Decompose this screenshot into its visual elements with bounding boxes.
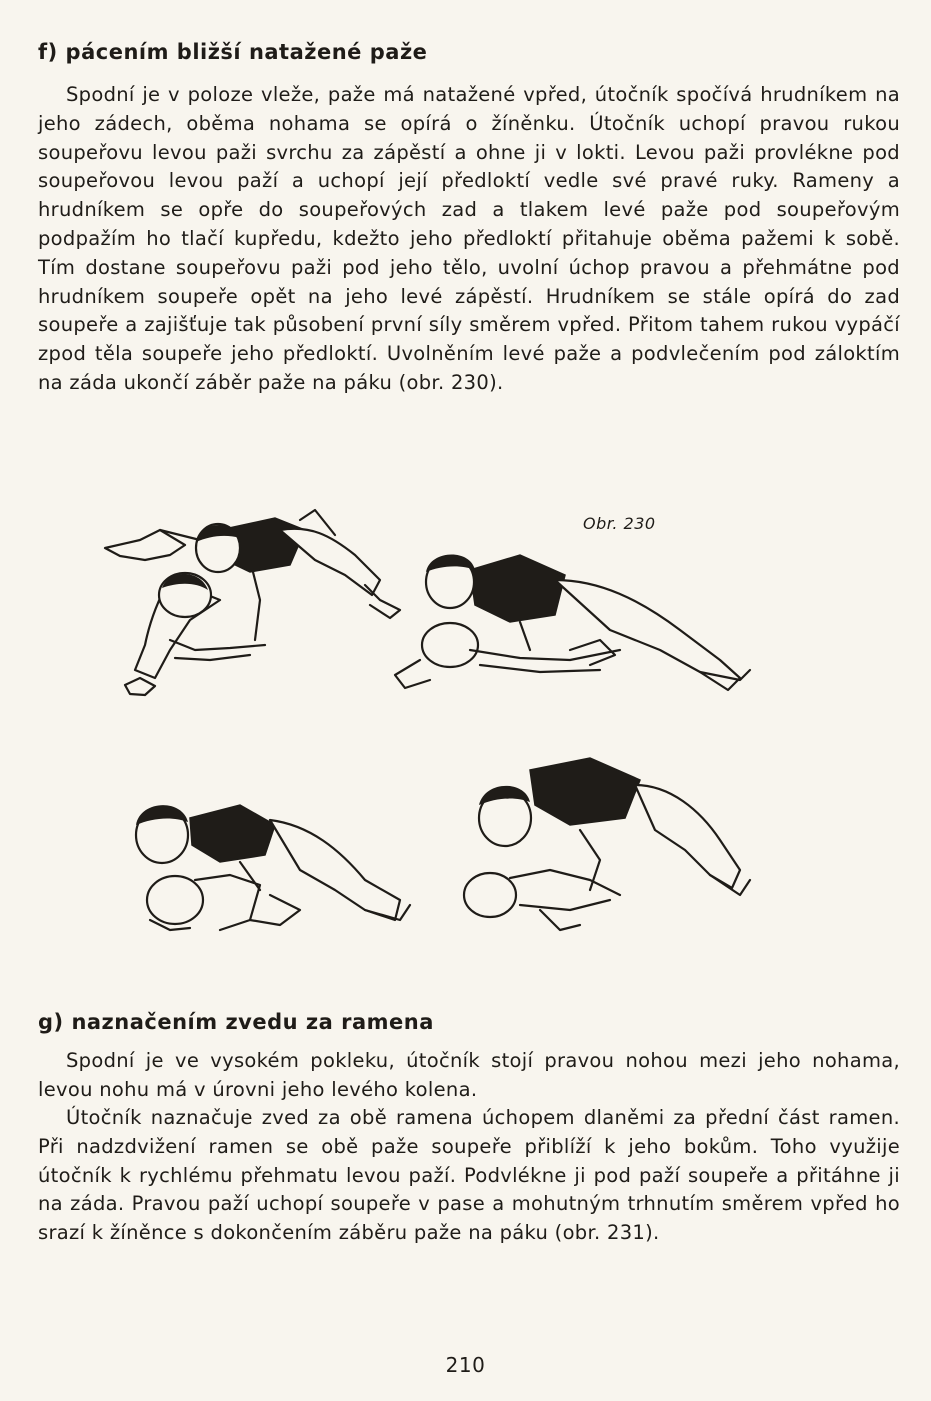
wrestlers-panel-4 — [464, 758, 750, 930]
section-g-heading: g) naznačením zvedu za ramena — [38, 1010, 434, 1034]
section-g-paragraph-1: Spodní je ve vysokém pokleku, útočník stojí pravou nohou mezi jeho nohama, levou nohu má v úrovni jeho levého kolena. — [38, 1049, 900, 1101]
wrestling-illustration — [100, 500, 860, 960]
wrestlers-panel-1 — [105, 510, 400, 695]
wrestlers-panel-2 — [395, 554, 750, 690]
section-f-paragraph: Spodní je v poloze vleže, paže má natažené vpřed, útočník spočívá hrudníkem na jeho zádech, oběma nohama se opírá o žíněnku. Útočník uchopí pravou rukou soupeřovu levou paži svrchu za zápěstí a ohne ji v lokti. Levou paži provlékne pod soupeřovou levou paží a uchopí její předloktí vedle své pravé ruky. Rameny a hrudníkem se opře do soupeřových zad a tlakem levé paže pod soupeřovým podpažím ho tlačí kupředu, kdežto jeho předloktí přitahuje oběma pažemi k sobě. Tím dostane soupeřovu paži pod jeho tělo, uvolní úchop pravou a přehmátne pod hrudníkem soupeře opět na jeho levé zápěstí. Hrudníkem se stále opírá do zad soupeře a zajišťuje tak působení první síly směrem vpřed. Přitom tahem rukou vypáčí zpod těla soupeře jeho předloktí. Uvolněním levé paže a podvlečením pod záloktím na záda ukončí záběr paže na páku (obr. 230). — [38, 83, 900, 394]
wrestlers-panel-3 — [136, 805, 410, 930]
page-number: 210 — [445, 1353, 486, 1377]
section-f-heading: f) pácením bližší natažené paže — [38, 40, 428, 64]
section-g-paragraph-2: Útočník naznačuje zved za obě ramena úchopem dlaněmi za přední část ramen. Při nadzdvižení ramen se obě paže soupeře přiblíží k jeho bokům. Toho využije útočník k rychlému přehmatu levou paží. Podvlékne ji pod paží soupeře a přitáhne ji na záda. Pravou paží uchopí soupeře v pase a mohutným trhnutím směrem vpřed ho srazí k žíněnce s dokončením záběru paže na páku (obr. 231). — [38, 1106, 900, 1245]
figure-caption: Obr. 230 — [583, 514, 656, 533]
